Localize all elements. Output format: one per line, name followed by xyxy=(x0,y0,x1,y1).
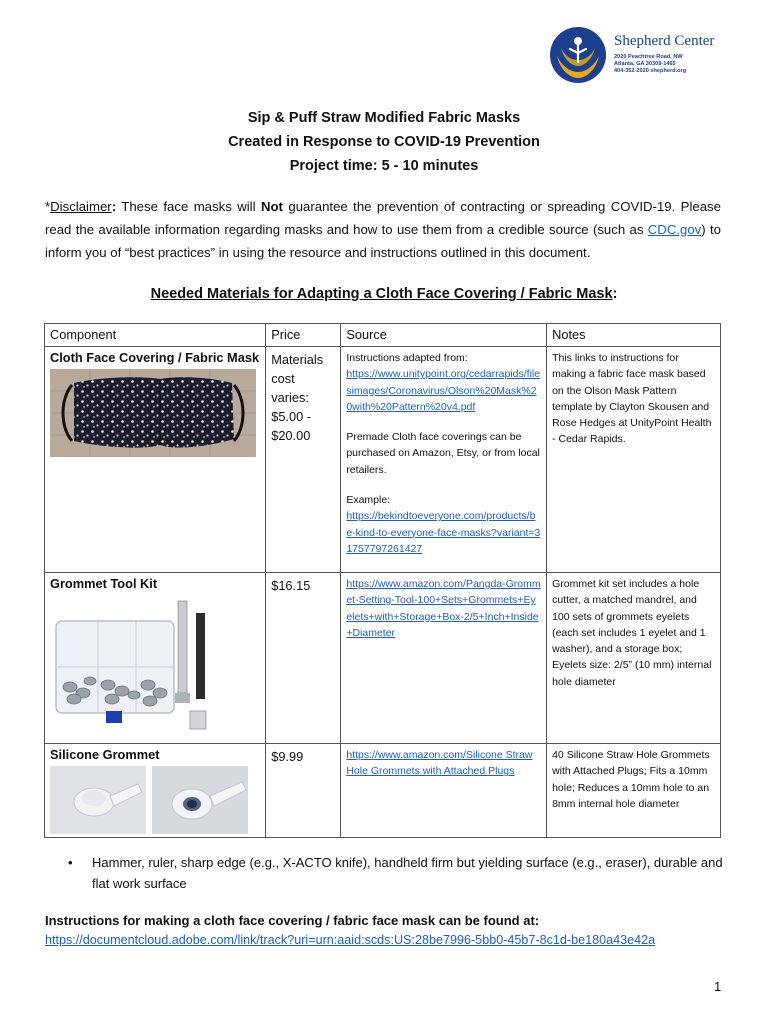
silicone-grommet-photo xyxy=(50,766,146,834)
source-cell xyxy=(341,744,547,838)
component-cell xyxy=(45,573,266,744)
source-text: Premade Cloth face coverings can be purchased on Amazon, Etsy, or from local retailers. xyxy=(346,431,540,476)
instructions-label: Instructions for making a cloth face covering / fabric face mask can be found at: xyxy=(45,913,540,928)
logo-address-line: Atlanta, GA 30309-1465 xyxy=(614,61,676,67)
document-title-block xyxy=(0,106,768,178)
price-value: $9.99 xyxy=(271,749,304,764)
disclaimer-prefix: * xyxy=(45,199,51,214)
price-value: Materials cost varies: $5.00 - $20.00 xyxy=(271,352,324,443)
component-cell xyxy=(45,347,266,573)
cdc-link[interactable]: CDC.gov xyxy=(647,222,702,237)
grommet-tool-kit-photo xyxy=(50,595,210,735)
column-header-notes: Notes xyxy=(547,324,721,347)
disclaimer-emphasis: Not xyxy=(260,199,283,214)
materials-heading-suffix: : xyxy=(612,286,618,302)
notes-cell xyxy=(547,744,721,838)
price-cell xyxy=(266,744,341,838)
logo-name: Shepherd Center xyxy=(614,33,715,49)
price-cell xyxy=(266,573,341,744)
document-title: Sip & Puff Straw Modified Fabric Masks xyxy=(247,110,521,126)
source-label: Instructions adapted from: xyxy=(346,352,468,364)
disclaimer-paragraph xyxy=(45,195,721,264)
logo-address-line: 2020 Peachtree Road, NW xyxy=(614,54,683,60)
shepherd-center-logo-icon xyxy=(548,26,608,84)
component-name: Silicone Grommet xyxy=(50,747,160,762)
additional-materials-list xyxy=(68,852,728,894)
source-cell xyxy=(341,573,547,744)
notes-cell xyxy=(547,573,721,744)
price-value: $16.15 xyxy=(271,578,311,593)
document-subtitle: Created in Response to COVID-19 Prevention xyxy=(228,134,540,150)
source-example-label: Example: xyxy=(346,494,391,507)
notes-text: 40 Silicone Straw Hole Grommets with Attached Plugs; Fits a 10mm hole; Reduces a 10mm hole to an 8mm internal hole diameter xyxy=(552,749,710,810)
table-row xyxy=(45,744,721,838)
column-header-price: Price xyxy=(266,324,341,347)
table-row xyxy=(45,573,721,744)
logo-address xyxy=(614,54,686,75)
disclaimer-text: guarantee the prevention of contracting or spreading COVID-19. Please read the available information regarding masks and how to use them from a credible source (such as xyxy=(45,199,721,237)
instructions-link[interactable]: https://documentcloud.adobe.com/link/track?uri=urn:aaid:scds:US:28be7996-5bb0-45b7-8c1d-be180a43e42a xyxy=(45,933,656,947)
silicone-grommet-photos xyxy=(50,766,260,834)
column-header-component: Component xyxy=(45,324,266,347)
disclaimer-text: ) to inform you of “best practices” in using the resource and instructions outlined in this document. xyxy=(45,222,721,260)
silicone-grommet-photo xyxy=(152,766,248,834)
page-number: 1 xyxy=(714,979,722,994)
materials-table xyxy=(44,323,721,838)
notes-cell xyxy=(547,347,721,573)
notes-text: Grommet kit set includes a hole cutter, a matched mandrel, and 100 sets of grommets eyelets (each set includes 1 eyelet and 1 washer), and a storage box; Eyelets size: 2/5” (10 mm) internal hole diameter xyxy=(552,578,712,688)
bullet-dot-icon: • xyxy=(68,855,73,870)
fabric-mask-photo xyxy=(50,369,256,457)
source-cell xyxy=(341,347,547,573)
materials-heading-text: Needed Materials for Adapting a Cloth Face Covering / Fabric Mask xyxy=(150,286,613,302)
component-name: Grommet Tool Kit xyxy=(50,576,158,591)
list-item: Hammer, ruler, sharp edge (e.g., X-ACTO knife), handheld firm but yielding surface (e.g., eraser), durable and flat work surface xyxy=(92,855,723,891)
disclaimer-text: These face masks will xyxy=(116,199,261,214)
source-link-grommet-kit[interactable]: https://www.amazon.com/Pangda-Grommet-Setting-Tool-100+Sets+Grommets+Eyelets+with+Storage+Box-2/5+Inch+Inside+Diameter xyxy=(346,578,541,639)
price-cell xyxy=(266,347,341,573)
notes-text: This links to instructions for making a fabric face mask based on the Olson Mask Pattern template by Clayton Skousen and Rose Hedges at UnityPoint Health - Cedar Rapids. xyxy=(552,352,712,446)
component-cell xyxy=(45,744,266,838)
source-link-silicone-grommet[interactable]: https://www.amazon.com/Silicone Straw Hole Grommets with Attached Plugs xyxy=(346,749,533,778)
source-link-unitypoint[interactable]: https://www.unitypoint.org/cedarrapids/filesimages/Coronavirus/Olson%20Mask%20with%20Pattern%20v4.pdf xyxy=(346,368,541,413)
logo-address-line: 404-352-2020 shepherd.org xyxy=(614,68,687,74)
disclaimer-label: Disclaimer xyxy=(50,199,112,214)
column-header-source: Source xyxy=(341,324,547,347)
component-name: Cloth Face Covering / Fabric Mask xyxy=(50,350,260,365)
shepherd-center-logo xyxy=(548,26,738,84)
table-row xyxy=(45,347,721,573)
project-time: Project time: 5 - 10 minutes xyxy=(289,158,479,174)
disclaimer-colon: : xyxy=(111,199,117,214)
table-header-row xyxy=(45,324,721,347)
source-link-bekindtoeveryone[interactable]: https://bekindtoeveryone.com/products/be-kind-to-everyone-face-masks?variant=31757797261427 xyxy=(346,510,541,555)
materials-heading xyxy=(0,286,768,302)
